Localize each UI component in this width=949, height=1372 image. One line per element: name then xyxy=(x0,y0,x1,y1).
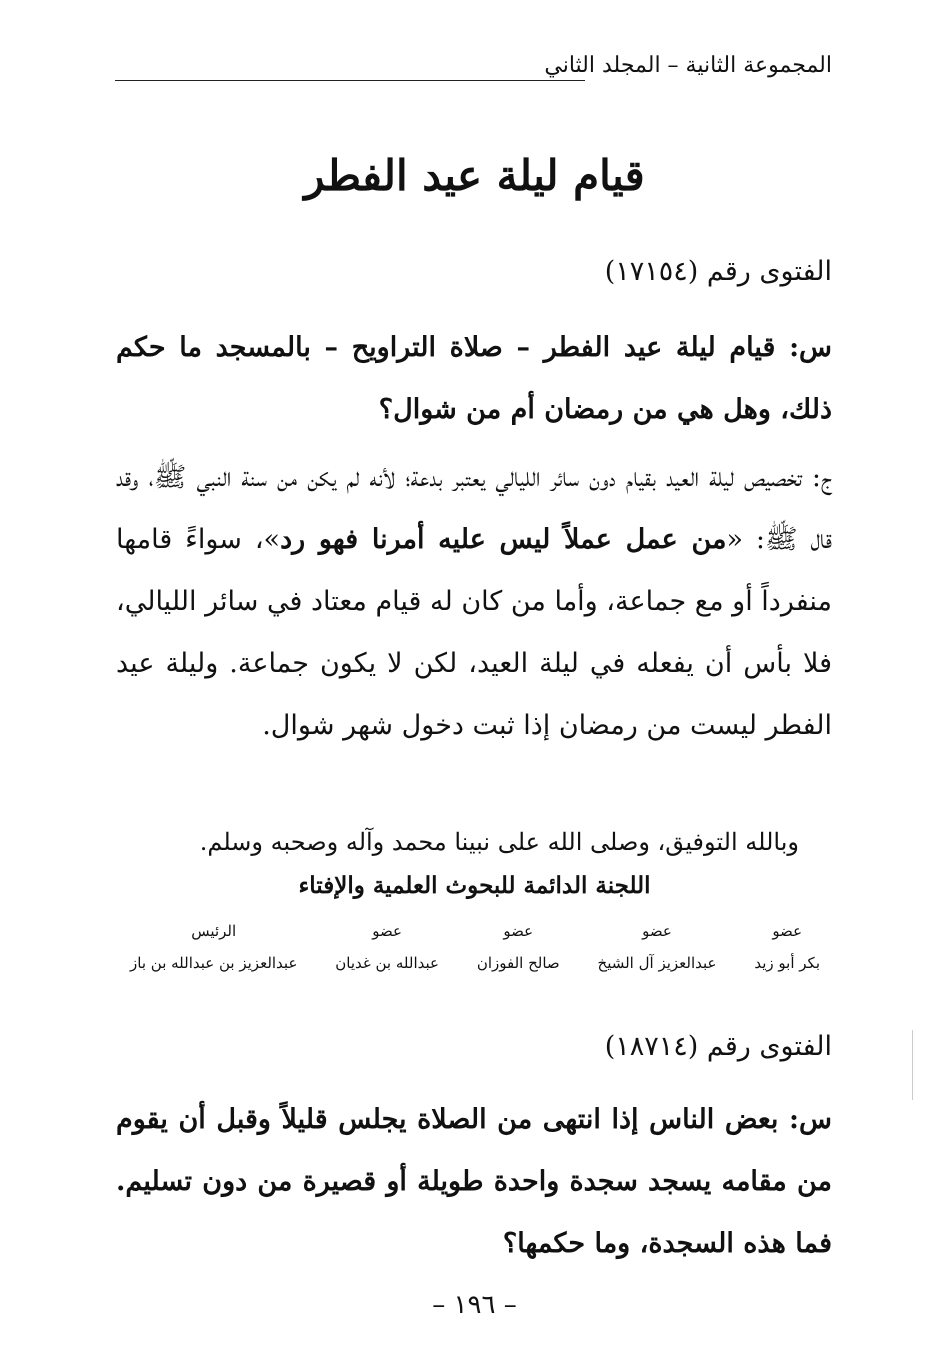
signatory xyxy=(130,915,297,985)
fatwa-number-2: الفتوى رقم (١٨٧١٤) xyxy=(604,1031,832,1062)
signatory-name: صالح الفوزان xyxy=(476,954,560,972)
scan-margin-mark xyxy=(912,1030,913,1100)
fatwa-1-question: س: قيام ليلة عيد الفطر – صلاة التراويح – بالمسجد ما حكم ذلك، وهل هي من رمضان أم من شوال؟ xyxy=(116,332,832,425)
signatory-role: عضو xyxy=(642,922,672,940)
signatory-name: عبدالله بن غديان xyxy=(335,954,439,972)
page-number: – ١٩٦ – xyxy=(432,1290,517,1320)
signatory-role: عضو xyxy=(772,922,803,940)
answer-text-end: »، سواءً قامها منفرداً أو مع جماعة، وأما من كان له قيام معتاد في سائر الليالي، فلا بأس أن يفعله في ليلة العيد، لكن لا يكون جماعة. وليلة عيد الفطر ليست من رمضان إذا ثبت دخول شهر شوال. xyxy=(116,524,832,741)
fatwa-1-answer xyxy=(116,447,832,757)
closing-formula: وبالله التوفيق، وصلى الله على نبينا محمد وآله وصحبه وسلم. xyxy=(199,828,799,856)
signatory xyxy=(598,915,717,985)
signatory xyxy=(335,915,439,985)
signatories xyxy=(130,915,820,985)
page-title: قيام ليلة عيد الفطر xyxy=(304,151,645,200)
signatory-name: عبدالعزيز آل الشيخ xyxy=(597,954,717,972)
fatwa-number-1: الفتوى رقم (١٧١٥٤) xyxy=(604,256,832,287)
signatory xyxy=(477,915,560,985)
signatory-role: الرئيس xyxy=(191,922,237,940)
signatory-role: عضو xyxy=(503,922,534,940)
signatory xyxy=(754,915,820,985)
fatwa-2-question: س: بعض الناس إذا انتهى من الصلاة يجلس قليلاً وقبل أن يقوم من مقامه يسجد سجدة واحدة طويلة أو قصيرة من دون تسليم. فما هذه السجدة، وما حكمها؟ xyxy=(116,1104,832,1259)
committee-name: اللجنة الدائمة للبحوث العلمية والإفتاء xyxy=(298,872,651,899)
signatory-name: عبدالعزيز بن عبدالله بن باز xyxy=(130,954,298,972)
header-rule xyxy=(115,80,585,81)
hadith-quote: من عمل عملاً ليس عليه أمرنا فهو رد xyxy=(280,524,727,555)
signatory-role: عضو xyxy=(372,922,402,940)
running-header: المجموعة الثانية – المجلد الثاني xyxy=(544,53,832,78)
answer-text-start: ج: تخصيص ليلة العيد بقيام دون سائر الليالي يعتبر بدعة؛ لأنه لم يكن من سنة النبي ﷺ، وقد قال ﷺ: « xyxy=(116,462,833,555)
signatory-name: بكر أبو زيد xyxy=(754,954,820,972)
